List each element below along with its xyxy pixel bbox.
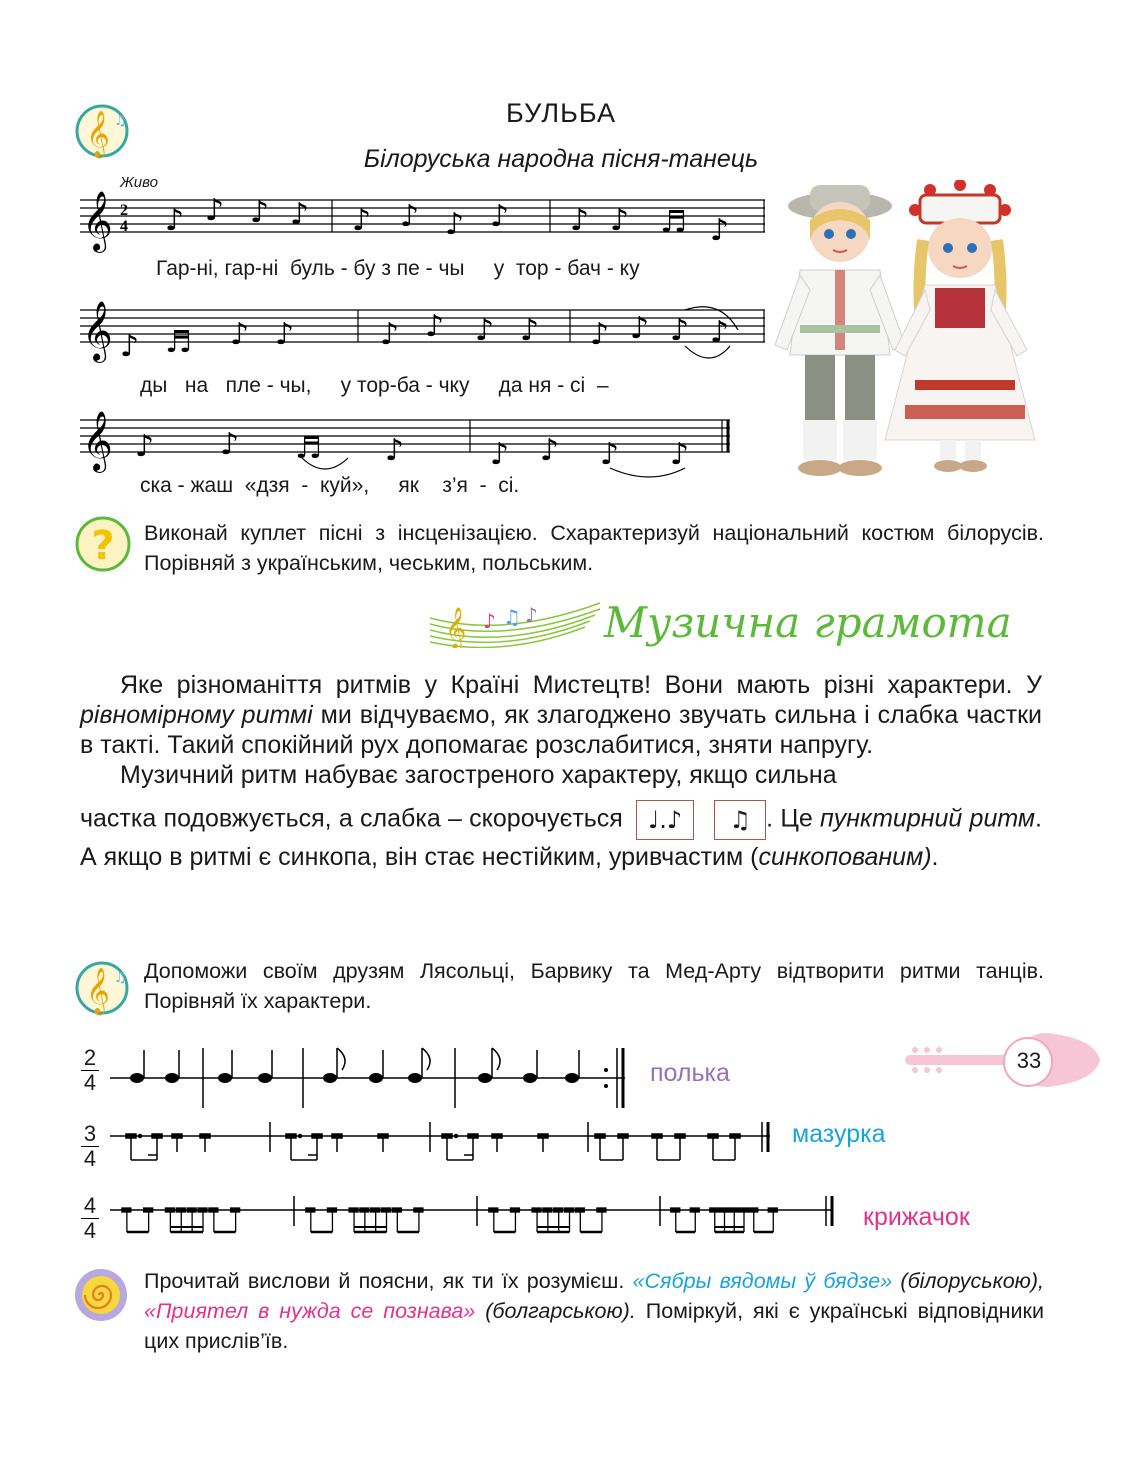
svg-text:♪: ♪ <box>230 317 250 352</box>
svg-text:♪: ♪ <box>710 315 730 350</box>
svg-text:♪: ♪ <box>425 309 445 344</box>
svg-text:♪: ♪ <box>205 193 225 228</box>
staff-line-2 <box>80 300 770 370</box>
question-mark-icon <box>74 515 132 578</box>
lyrics-line-2: ды на пле - чы, у тор-ба - чку да ня - сі – <box>140 374 609 397</box>
svg-text:♪: ♪ <box>220 427 240 462</box>
proverb-bulgarian: «Приятел в нужда се познава» <box>144 1299 476 1323</box>
svg-text:♪: ♪ <box>290 197 310 232</box>
svg-text:♪: ♪ <box>490 437 510 472</box>
spiral-icon <box>72 1266 130 1329</box>
svg-text:♫: ♫ <box>503 605 521 629</box>
svg-text:♪: ♪ <box>385 433 405 468</box>
treble-clef-task-icon <box>74 960 130 1021</box>
svg-text:?: ? <box>91 523 115 569</box>
song-subtitle: Білоруська народна пісня-танець <box>363 145 759 173</box>
svg-text:♪: ♪ <box>475 313 495 348</box>
svg-text:♪: ♪ <box>520 313 540 348</box>
svg-text:𝄞: 𝄞 <box>86 111 110 157</box>
page-number: 33 <box>1016 1048 1042 1073</box>
svg-text:♫: ♫ <box>114 113 127 129</box>
svg-text:𝄞: 𝄞 <box>86 968 110 1014</box>
belarusian-dolls-illustration <box>765 180 1060 480</box>
svg-text:♪: ♪ <box>120 329 140 364</box>
dotted-rhythm-beamed-icon: ♫ <box>714 800 766 840</box>
svg-text:♬: ♬ <box>295 431 322 466</box>
svg-text:♪: ♪ <box>600 437 620 472</box>
svg-text:♪: ♪ <box>610 203 630 238</box>
staff-line-1 <box>80 190 770 260</box>
task-text: Допоможи своїм друзям Лясольці, Барвику та Мед-Арту відтворити ритми танців. Порівняй їх характери. <box>144 959 1044 1013</box>
svg-text:♪: ♪ <box>165 203 185 238</box>
tempo-marking: Живо <box>120 174 158 191</box>
song-title: БУЛЬБА <box>506 98 616 128</box>
dotted-rhythm-icon: ♩.♪ <box>636 800 694 840</box>
section-heading: Музична грамота <box>604 598 1012 647</box>
proverb-belarusian: «Сябры вядомы ў бядзе» <box>632 1269 893 1293</box>
svg-text:♪: ♪ <box>483 609 496 633</box>
paragraph-1: Яке різноманіття ритмів у Країні Мистецтв! Вони мають різні характери. У рівномірному ритмі ми відчуваємо, як злагоджено звучать сильна і слабка частки в такті. Такий спокійний рух допомагає розслабитися, зняти напругу. <box>80 671 1042 759</box>
svg-text:2: 2 <box>120 202 128 219</box>
svg-text:♪: ♪ <box>590 317 610 352</box>
svg-text:4: 4 <box>120 218 128 235</box>
svg-text:♪: ♪ <box>540 433 560 468</box>
svg-text:♪: ♪ <box>670 437 690 472</box>
svg-text:♪: ♪ <box>525 603 538 627</box>
dance-name-polka: полька <box>650 1059 730 1087</box>
music-staff-decoration-icon <box>425 598 605 648</box>
page-tab-guitar-icon <box>895 1018 1110 1118</box>
svg-text:♪: ♪ <box>275 317 295 352</box>
svg-text:♪: ♪ <box>710 213 730 248</box>
svg-text:♪: ♪ <box>400 199 420 234</box>
paragraph-2-cont: частка подовжується, а слабка – скорочується ♩.♪ ♫ . Це пунктирний ритм. А якщо в ритмі є синкопа, він стає нестійким, уривчастим (синкопованим). <box>80 800 1042 874</box>
svg-text:𝄞: 𝄞 <box>82 301 113 361</box>
lyrics-line-3: ска - жаш «дзя - куй», як з’я - сі. <box>140 474 520 497</box>
svg-text:♫: ♫ <box>114 970 127 986</box>
svg-text:𝄞: 𝄞 <box>445 608 467 648</box>
time-signature-mazurka: 3 4 <box>80 1122 100 1171</box>
dance-name-mazurka: мазурка <box>792 1120 886 1148</box>
svg-text:♪: ♪ <box>670 313 690 348</box>
rhythm-mazurka <box>110 1118 775 1168</box>
time-signature-polka: 2 4 <box>80 1046 100 1095</box>
svg-text:𝄞: 𝄞 <box>82 411 113 471</box>
staff-line-3 <box>80 410 770 480</box>
rhythm-polka <box>110 1030 630 1110</box>
rhythm-kryzhachok <box>110 1196 840 1246</box>
svg-text:♪: ♪ <box>135 429 155 464</box>
svg-text:♬: ♬ <box>660 205 687 240</box>
dance-name-kryzhachok: крижачок <box>863 1203 970 1231</box>
svg-text:♪: ♪ <box>630 311 650 346</box>
treble-clef-icon: 𝄞 <box>82 191 113 251</box>
svg-text:♪: ♪ <box>380 317 400 352</box>
svg-text:♪: ♪ <box>570 203 590 238</box>
proverbs-text: Прочитай вислови й поясни, як ти їх розумієш. «Сябры вядомы ў бядзе» (білоруською), «Приятел в нужда се познава» (болгарською). Поміркуй, які є українські відповідники цих прислів’їв. <box>144 1269 1044 1353</box>
svg-text:♪: ♪ <box>490 199 510 234</box>
svg-text:♬: ♬ <box>165 325 192 360</box>
paragraph-2: Музичний ритм набуває загостреного характеру, якщо сильна <box>120 761 837 789</box>
svg-text:♪: ♪ <box>250 195 270 230</box>
svg-text:♪: ♪ <box>352 203 372 238</box>
question-text: Виконай куплет пісні з інсценізацією. Схарактеризуй національний костюм білорусів. Порівняй з українським, чеським, польським. <box>144 521 1044 575</box>
time-signature-kryzhachok: 4 4 <box>80 1194 100 1243</box>
lyrics-line-1: Гар-ні, гар-ні буль - бу з пе - чы у тор - бач - ку <box>156 257 640 280</box>
body-text <box>80 670 1042 874</box>
svg-text:♪: ♪ <box>445 207 465 242</box>
